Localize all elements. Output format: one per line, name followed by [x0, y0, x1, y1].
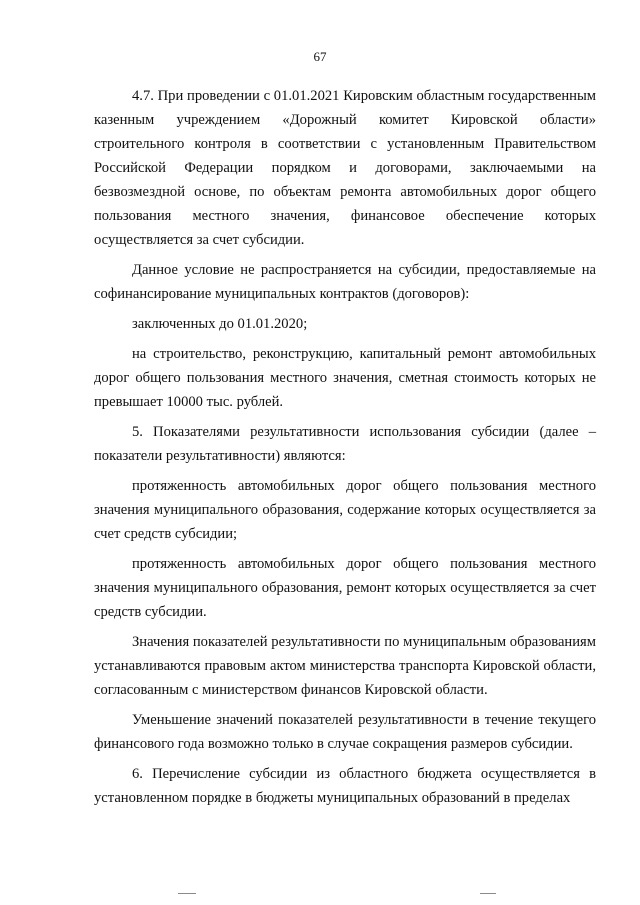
paragraph-4-7: 4.7. При проведении с 01.01.2021 Кировским областным государственным казенным учреждением «Дорожный комитет Кировской области» строительного контроля в соответствии с установленным Правительством Российской Федерации порядком и договорами, заключаемыми на безвозмездной основе, по объектам ремонта автомобильных дорог общего пользования местного значения, финансовое обеспечение которых осуществляется за счет субсидии. [94, 88, 596, 248]
scan-mark-left [178, 893, 196, 894]
paragraph-indicator-values: Значения показателей результативности по муниципальным образованиям устанавливаются правовым актом министерства транспорта Кировской области, согласованным с министерством финансов Кировской области. [94, 634, 596, 698]
paragraph-construction: на строительство, реконструкцию, капитальный ремонт автомобильных дорог общего пользования местного значения, сметная стоимость которых не превышает 10000 тыс. рублей. [94, 346, 596, 410]
page-number: 67 [313, 49, 327, 64]
paragraph-concluded-before: заключенных до 01.01.2020; [132, 316, 308, 332]
paragraph-indicator-repair: протяженность автомобильных дорог общего пользования местного значения муниципального образования, ремонт которых осуществляется за счет средств субсидии. [94, 556, 596, 620]
document-body [94, 84, 596, 816]
paragraph-condition: Данное условие не распространяется на субсидии, предоставляемые на софинансирование муниципальных контрактов (договоров): [94, 262, 596, 302]
scan-mark-right [480, 893, 496, 894]
paragraph-5: 5. Показателями результативности использования субсидии (далее – показатели результативности) являются: [94, 424, 596, 464]
paragraph-indicator-reduction: Уменьшение значений показателей результативности в течение текущего финансового года возможно только в случае сокращения размеров субсидии. [94, 712, 596, 752]
paragraph-6: 6. Перечисление субсидии из областного бюджета осуществляется в установленном порядке в бюджеты муниципальных образований в пределах [94, 766, 596, 806]
paragraph-indicator-maintenance: протяженность автомобильных дорог общего пользования местного значения муниципального образования, содержание которых осуществляется за счет средств субсидии; [94, 478, 596, 542]
